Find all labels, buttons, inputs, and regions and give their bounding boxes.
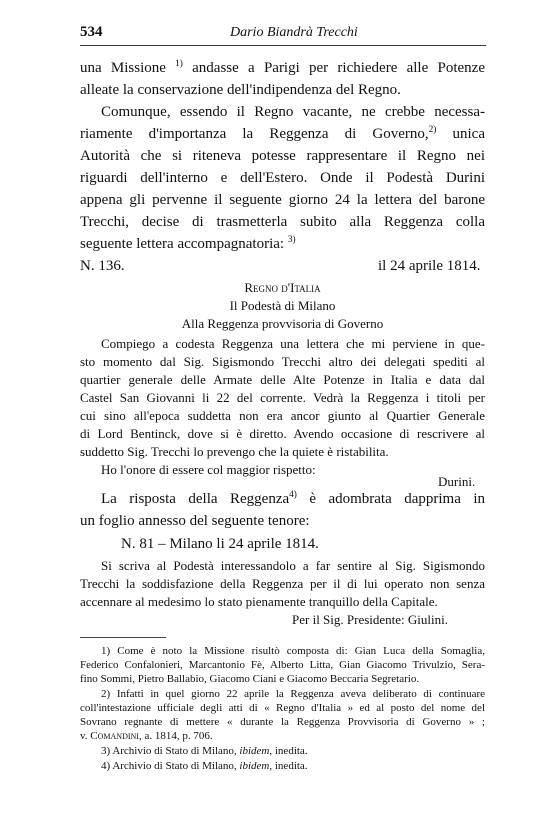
letter-line: Castel San Giovanni li 22 del corrente. Vedrà la Reggenza i titoli per	[80, 390, 485, 405]
letter-signature: Durini.	[438, 474, 476, 489]
body-line-9: seguente lettera accompagnatoria: $^{3)}$	[80, 235, 296, 252]
footnote-2-line-1: 2) Infatti in quel giorno 22 aprile la Reggenza aveva deliberato di continuare	[101, 688, 485, 700]
reply-line: Trecchi la soddisfazione della Reggenza per il di lui operato non senza	[80, 576, 485, 591]
body-line-3: Comunque, essendo il Regno vacante, ne crebbe necessa-	[101, 104, 485, 120]
footnote-2-line-4: v. Comandini, a. 1814, p. 706.	[80, 730, 213, 742]
body2-line-1: La risposta della Reggenza$^{4)}$ è adombrata dapprima in	[101, 490, 485, 507]
body-line-5: Autorità che si riteneva potesse rappresentare il Regno nei	[80, 148, 485, 164]
body-line-6: riguardi dell'interno e dell'Estero. Onde il Podestà Durini	[80, 170, 485, 186]
reply-signature: Per il Sig. Presidente: Giulini.	[292, 612, 448, 627]
letter-number: N. 136.	[80, 258, 125, 274]
footnote-2-line-2: coll'intestazione ufficiale degli atti di « Regno d'Italia » ed al posto del nome del	[80, 702, 485, 714]
body2-line-2: un foglio annesso del seguente tenore:	[80, 513, 310, 529]
letter-line: sto momento dal Sig. Sigismondo Trecchi altro dei delegati spediti al	[80, 354, 485, 369]
footnote-ref-2: 2)	[428, 125, 437, 135]
reply-number: N. 81 – Milano li 24 aprile 1814.	[121, 536, 319, 552]
body-line-2: alleate la conservazione dell'indipendenza del Regno.	[80, 82, 401, 98]
letter-line: quartier generale delle Armate delle Alte Potenze in Italia e data dal	[80, 372, 485, 387]
running-header	[80, 24, 480, 44]
running-title: Dario Biandrà Trecchi	[230, 25, 358, 40]
body-line-4: riamente d'importanza la Reggenza di Governo,$^{2)}$ unica	[80, 125, 485, 142]
letter-line: cui sino all'epoca suddetta non era ancor giunto al Quartier Generale	[80, 408, 485, 423]
footnote-1-line-1: 1) Come è noto la Missione risultò composta di: Gian Luca della Somaglia,	[101, 645, 485, 657]
letter-closing: Ho l'onore di essere col maggior rispetto:	[101, 462, 316, 477]
footnote-3: 3) Archivio di Stato di Milano, ibidem, inedita.	[101, 745, 308, 757]
footnote-ref-3: 3)	[287, 235, 296, 245]
body-line-1: una Missione $^{1)}$ andasse a Parigi per richiedere alle Potenze	[80, 59, 485, 76]
letter-line: Compiego a codesta Reggenza una lettera che mi perviene in que-	[101, 336, 485, 351]
footnote-2-line-3: Sovrano regnante di mettere « durante la Reggenza Provvisoria di Governo » ;	[80, 716, 485, 728]
page-number: 534	[80, 24, 103, 40]
letter-date: il 24 aprile 1814.	[378, 258, 481, 274]
footnote-1-line-2: Federico Confalonieri, Marcantonio Fè, Alberto Litta, Gian Giacomo Trivulzio, Sera-	[80, 659, 485, 671]
letter-heading-podesta: Il Podestà di Milano	[229, 298, 336, 313]
body-line-7: appena gli pervenne il seguente giorno 24 la lettera del barone	[80, 192, 485, 208]
footnote-ref-1: 1)	[175, 59, 183, 69]
body-line-8: Trecchi, decise di trasmetterla subito alla Reggenza colla	[80, 214, 485, 230]
reply-line: Si scriva al Podestà interessandolo a far sentire al Sig. Sigismondo	[101, 558, 485, 573]
reply-line: accennare al medesimo lo stato pienamente tranquillo della Capitale.	[80, 594, 438, 609]
footnote-1-line-3: fino Sommi, Pietro Ballabio, Giacomo Ciani e Giacomo Beccaria Segretario.	[80, 673, 420, 685]
letter-heading-addressee: Alla Reggenza provvisoria di Governo	[181, 316, 384, 331]
footnote-4: 4) Archivio di Stato di Milano, ibidem, inedita.	[101, 760, 308, 772]
footnote-ref-4: 4)	[289, 490, 297, 500]
footnote-rule	[80, 637, 166, 638]
header-rule	[80, 45, 486, 46]
letter-line: di Lord Bentinck, dove si è diretto. Avendo occasione di rescrivere al	[80, 426, 485, 441]
letter-heading-kingdom: Regno d'Italia	[244, 280, 321, 295]
letter-line: suddetto Sig. Trecchi lo prevengo che la quiete è ristabilita.	[80, 444, 389, 459]
